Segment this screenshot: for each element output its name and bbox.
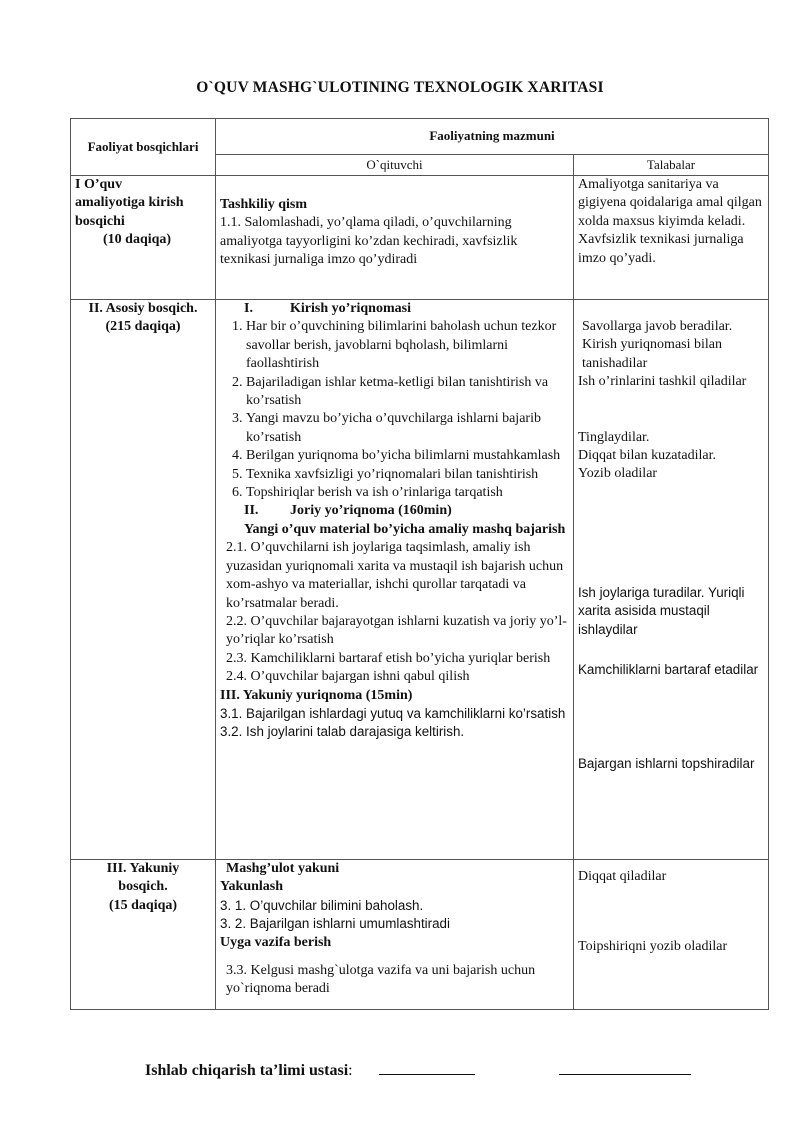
- final-item: 3.3. Kelgusi mashg`ulotga vazifa va uni bajarish uchun yo`riqnoma beradi: [226, 963, 536, 997]
- stage-main-line: II. Asosiy bosqich.: [88, 301, 198, 316]
- list-item: 5. Texnika xavfsizligi yo’riqnomalari bilan tanishtirish: [246, 466, 569, 484]
- section-3-item: 3.2. Ish joylarini talab darajasiga keltirish.: [220, 724, 465, 740]
- stage-intro: [71, 176, 216, 300]
- students-intro-text: Amaliyotga sanitariya va gigiyena qoidalariga amal qilgan xolda maxsus kiyimda keladi. Xavfsizlik texnikasi jurnaliga imzo qo’yadi.: [574, 176, 769, 300]
- technology-map-table: [70, 118, 769, 1010]
- teacher-main-cell: [216, 300, 574, 860]
- document-title: O`QUV MASHG`ULOTINING TEXNOLOGIK XARITASI: [196, 79, 604, 96]
- students-main-text: Kamchiliklarni bartaraf etadilar: [578, 662, 759, 678]
- section-2-subheading: Yangi o’quv material bo’yicha amaliy mashq bajarish: [244, 521, 566, 537]
- stage-intro-line: bosqichi: [75, 213, 125, 229]
- header-teacher: O`qituvchi: [216, 155, 574, 176]
- header-content: Faoliyatning mazmuni: [216, 119, 769, 155]
- list-item: 1. Har bir o’quvchining bilimlarini baholash uchun tezkor savollar berish, javoblarni bqholash, bilimlarni faollashtirish: [246, 318, 569, 373]
- stage-intro-line: amaliyotiga kirish: [75, 195, 184, 211]
- teacher-intro-cell: [216, 176, 574, 300]
- stage-main: [71, 300, 216, 860]
- colon: :: [348, 1062, 353, 1079]
- signature-blank: [379, 1060, 475, 1075]
- stage-final: [71, 860, 216, 1010]
- students-main-text: Ish joylariga turadilar. Yuriqli xarita asisida mustaqil ishlaydilar: [578, 584, 745, 637]
- section-1-list: [220, 318, 569, 502]
- name-blank: [559, 1060, 691, 1075]
- students-final-text: Toipshiriqni yozib oladilar: [578, 939, 728, 955]
- final-item: 3. 2. Bajarilgan ishlarni umumlashtiradi: [220, 916, 450, 932]
- homework-heading: Uyga vazifa berish: [220, 934, 332, 950]
- students-main-text: Bajargan ishlarni topshiradilar: [578, 756, 755, 772]
- header-stages: Faoliyat bosqichlari: [71, 119, 216, 176]
- stage-final-duration: (15 daqiqa): [108, 897, 178, 913]
- list-item: 4. Berilgan yuriqnoma bo’yicha bilimlarni mustahkamlash: [246, 447, 569, 465]
- organizational-heading: Tashkiliy qism: [220, 197, 308, 212]
- stage-intro-line: I O’quv: [75, 177, 123, 192]
- organizational-text: 1.1. Salomlashadi, yo’qlama qiladi, o’quvchilarning amaliyotga tayyorligini ko’zdan kechiradi, xavfsizlik texnikasi jurnaliga imzo qo’ydiradi: [220, 215, 518, 268]
- list-item: 2. Bajariladigan ishlar ketma-ketligi bilan tanishtirish va ko’rsatish: [246, 374, 569, 411]
- students-main-text: Ish o’rinlarini tashkil qiladilar: [578, 374, 747, 390]
- students-final-text: Diqqat qiladilar: [578, 869, 667, 884]
- teacher-final-cell: [216, 860, 574, 1010]
- section-2-item: 2.4. O’quvchilar bajargan ishni qabul qilish: [226, 669, 470, 685]
- section-3-heading: III. Yakuniy yuriqnoma (15min): [220, 687, 413, 703]
- students-main-cell: [574, 300, 769, 860]
- students-main-text: Savollarga javob beradilar. Kirish yuriqnomasi bilan tanishadilar: [582, 319, 733, 371]
- summary-heading: Yakunlash: [220, 879, 284, 895]
- lesson-end-heading: Mashg’ulot yakuni: [226, 861, 340, 876]
- final-item: 3. 1. O’quvchilar bilimini baholash.: [220, 897, 424, 913]
- section-2-item: 2.3. Kamchiliklarni bartaraf etish bo’yicha yuriqlar berish: [226, 650, 551, 666]
- section-3-item: 3.1. Bajarilgan ishlardagi yutuq va kamchiliklarni ko’rsatish: [220, 705, 566, 721]
- section-2-item: 2.2. O’quvchilar bajarayotgan ishlarni kuzatish va joriy yo’l-yo’riqlar ko’rsatish: [226, 613, 567, 648]
- list-item: 6. Topshiriqlar berish va ish o’rinlariga tarqatish: [246, 484, 569, 502]
- students-main-text: Tinglaydilar.: [578, 429, 650, 445]
- stage-final-line: III. Yakuniy: [106, 861, 180, 876]
- section-2-heading: II. Joriy yo’riqnoma (160min): [244, 503, 452, 519]
- students-final-cell: [574, 860, 769, 1010]
- instructor-label: Ishlab chiqarish ta’limi ustasi: [145, 1062, 349, 1079]
- section-2-item: 2.1. O’quvchilarni ish joylariga taqsimlash, amaliy ish yuzasidan yuriqnomali xarita va mustaqil ish bajarish uchun xom-ashyo va materiallar, ishchi qurollar tarqatadi va ko’rsatmalar beradi.: [226, 540, 564, 611]
- stage-final-line: bosqich.: [118, 879, 168, 895]
- stage-intro-duration: (10 daqiqa): [103, 232, 172, 248]
- section-1-heading: I. Kirish yo’riqnomasi: [244, 301, 411, 316]
- stage-main-duration: (215 daqiqa): [105, 319, 181, 335]
- signature-line: [145, 1060, 691, 1080]
- header-students: Talabalar: [574, 155, 769, 176]
- students-main-text: Yozib oladilar: [578, 466, 658, 482]
- list-item: 3. Yangi mavzu bo’yicha o’quvchilarga ishlarni bajarib ko’rsatish: [246, 410, 569, 447]
- students-main-text: Diqqat bilan kuzatadilar.: [578, 448, 717, 464]
